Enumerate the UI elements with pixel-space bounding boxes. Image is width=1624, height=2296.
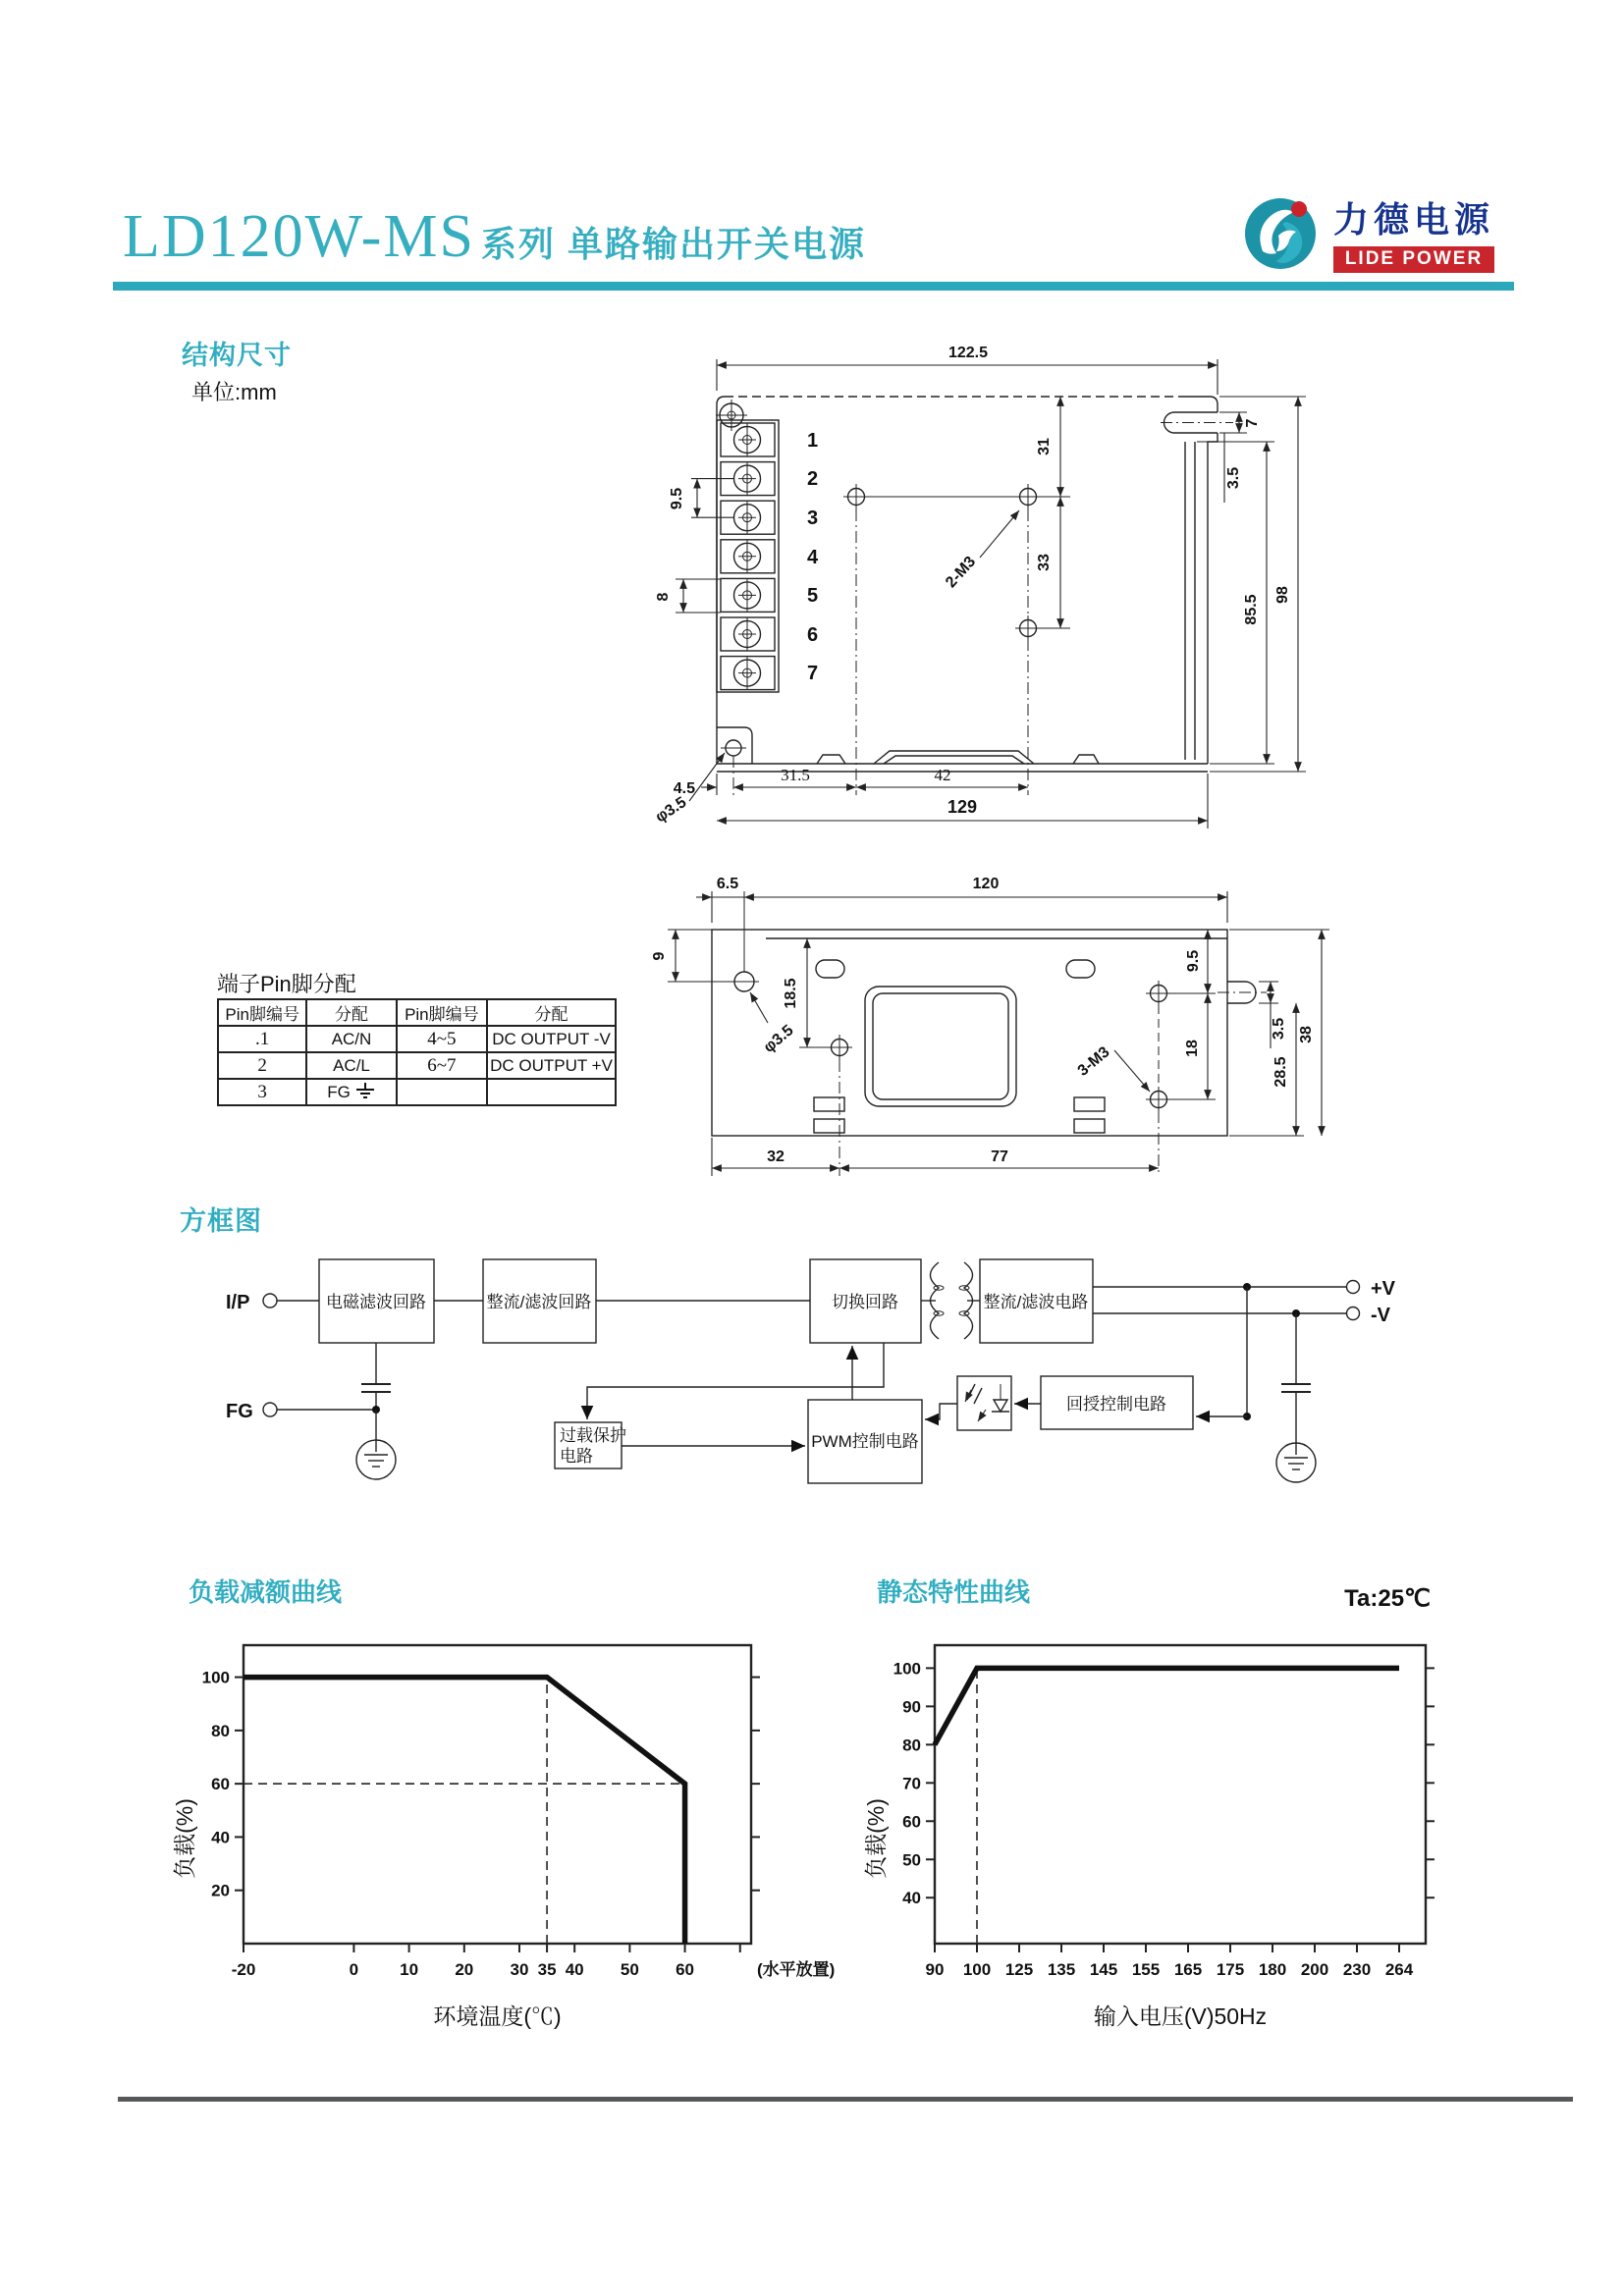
dim-sv-h: 38 bbox=[1298, 1026, 1315, 1043]
dim-sv-e: 18 bbox=[1184, 1040, 1201, 1057]
y-tick-label: 40 bbox=[211, 1828, 230, 1847]
dim-hole-top: 31 bbox=[1036, 438, 1053, 455]
top-view-drawing bbox=[619, 318, 1365, 927]
y-axis-label: 负载(%) bbox=[863, 1798, 889, 1879]
pin-table-title: 端子Pin脚分配 bbox=[217, 972, 356, 996]
terminal-3: 3 bbox=[807, 507, 819, 529]
y-tick-label: 80 bbox=[211, 1721, 230, 1740]
dim-overall-width: 122.5 bbox=[947, 345, 989, 361]
switch-box-label: 切换回路 bbox=[832, 1293, 898, 1311]
block-diagram bbox=[196, 1235, 1434, 1529]
x-tick-label: 145 bbox=[1089, 1960, 1118, 1979]
y-tick-label: 100 bbox=[201, 1668, 230, 1687]
x-tick-label: 230 bbox=[1342, 1960, 1372, 1979]
x-tick-label: 35 bbox=[537, 1960, 557, 1979]
x-tick-label: 60 bbox=[676, 1960, 695, 1979]
structure-unit: 单位:mm bbox=[191, 380, 277, 404]
terminal-2: 2 bbox=[807, 468, 819, 490]
pin-cell: .1 bbox=[218, 1026, 306, 1052]
y-tick-label: 20 bbox=[211, 1881, 230, 1900]
terminal-7: 7 bbox=[807, 663, 819, 684]
sv-hole-label: φ3.5 bbox=[760, 1022, 797, 1056]
static-chart-annotation: Ta:25℃ bbox=[1344, 1585, 1431, 1612]
x-tick-label: 40 bbox=[565, 1960, 584, 1979]
series-line bbox=[935, 1668, 1399, 1744]
dim-base-a: 4.5 bbox=[673, 780, 695, 797]
dim-pitch-b: 8 bbox=[655, 592, 672, 602]
page-title-subtitle: 系列 单路输出开关电源 bbox=[481, 224, 867, 264]
pin-cell: 6~7 bbox=[397, 1052, 487, 1079]
logo-icon bbox=[1243, 192, 1324, 273]
x-tick-label: 165 bbox=[1173, 1960, 1203, 1979]
dim-tab: 7 bbox=[1244, 418, 1261, 428]
dim-sv-width: 120 bbox=[972, 876, 1000, 892]
side-view-drawing bbox=[619, 856, 1365, 1209]
dim-length: 129 bbox=[947, 797, 978, 817]
dim-sv-j: 77 bbox=[991, 1148, 1008, 1165]
brand-logo bbox=[1243, 192, 1494, 273]
page-title-model: LD120W-MS bbox=[123, 203, 475, 270]
x-axis-label: 环境温度(℃) bbox=[433, 2003, 562, 2029]
dim-base-b: 31.5 bbox=[781, 766, 810, 784]
plot-frame bbox=[244, 1645, 751, 1944]
series-line bbox=[244, 1678, 685, 1944]
x-tick-label: 0 bbox=[349, 1960, 359, 1979]
x-tick-label: 90 bbox=[925, 1960, 945, 1979]
optocoupler-icon bbox=[957, 1376, 1011, 1430]
derating-chart bbox=[167, 1615, 835, 2047]
x-axis-suffix-label: (水平放置) bbox=[757, 1960, 836, 1979]
overload-box-label-1: 过载保护 bbox=[560, 1426, 626, 1445]
pin-table-row bbox=[218, 1026, 616, 1052]
x-tick-label: 180 bbox=[1258, 1960, 1287, 1979]
dim-hole-span: 33 bbox=[1036, 554, 1053, 571]
x-tick-label: 155 bbox=[1131, 1960, 1161, 1979]
dim-sv-g: 28.5 bbox=[1272, 1056, 1289, 1088]
pin-table-row bbox=[218, 1079, 616, 1105]
terminal-4: 4 bbox=[807, 547, 819, 568]
pin-header-0: Pin脚编号 bbox=[218, 999, 306, 1026]
x-tick-label: -20 bbox=[231, 1960, 256, 1979]
dim-side-inner: 85.5 bbox=[1243, 594, 1260, 625]
pin-cell bbox=[487, 1079, 616, 1105]
y-tick-label: 80 bbox=[902, 1735, 921, 1755]
section-heading-block-diagram: 方框图 bbox=[180, 1206, 262, 1236]
output-neg-label: -V bbox=[1371, 1305, 1390, 1326]
rectifier1-box-label: 整流/滤波回路 bbox=[486, 1293, 592, 1311]
terminal-6: 6 bbox=[807, 624, 819, 646]
y-tick-label: 50 bbox=[902, 1850, 921, 1870]
y-tick-label: 40 bbox=[902, 1889, 921, 1908]
dim-sv-b: 9 bbox=[651, 951, 668, 961]
x-tick-label: 10 bbox=[400, 1960, 419, 1979]
y-axis-label: 负载(%) bbox=[172, 1798, 197, 1879]
logo-name-cn: 力德电源 bbox=[1333, 199, 1495, 240]
dim-sv-f: 3.5 bbox=[1271, 1017, 1287, 1041]
emi-box-label: 电磁滤波回路 bbox=[326, 1293, 426, 1311]
ground-icon bbox=[354, 1083, 376, 1099]
footer-rule bbox=[118, 2097, 1573, 2102]
pin-cell-fg bbox=[306, 1079, 396, 1105]
rectifier2-box-label: 整流/滤波电路 bbox=[983, 1293, 1089, 1311]
x-tick-label: 125 bbox=[1004, 1960, 1034, 1979]
section-heading-structure: 结构尺寸 bbox=[182, 341, 292, 370]
terminal-5: 5 bbox=[807, 585, 819, 607]
pin-cell: DC OUTPUT +V bbox=[487, 1052, 616, 1079]
dim-side: 98 bbox=[1274, 586, 1291, 604]
static-chart-title: 静态特性曲线 bbox=[877, 1577, 1031, 1607]
pin-cell: DC OUTPUT -V bbox=[487, 1026, 616, 1052]
page-title bbox=[123, 202, 866, 272]
x-tick-label: 20 bbox=[455, 1960, 474, 1979]
x-tick-label: 264 bbox=[1384, 1960, 1414, 1979]
x-tick-label: 100 bbox=[962, 1960, 992, 1979]
dim-sv-c: 18.5 bbox=[783, 978, 799, 1009]
output-pos-label: +V bbox=[1371, 1278, 1396, 1300]
dim-pitch-a: 9.5 bbox=[669, 487, 685, 510]
terminal-1: 1 bbox=[807, 430, 819, 452]
pin-header-1: 分配 bbox=[306, 999, 396, 1026]
static-chart bbox=[864, 1615, 1532, 2047]
pin-cell: 2 bbox=[218, 1052, 306, 1079]
x-axis-label: 输入电压(V)50Hz bbox=[1093, 2003, 1268, 2029]
dim-sv-d: 9.5 bbox=[1185, 949, 1202, 973]
fg-terminal-label: FG bbox=[226, 1401, 253, 1422]
y-tick-label: 70 bbox=[902, 1774, 921, 1793]
transformer-icon bbox=[921, 1262, 980, 1339]
pin-table bbox=[217, 998, 617, 1106]
x-tick-label: 30 bbox=[510, 1960, 529, 1979]
x-tick-label: 50 bbox=[620, 1960, 639, 1979]
x-tick-label: 135 bbox=[1047, 1960, 1076, 1979]
pin-cell: AC/L bbox=[306, 1052, 396, 1079]
y-tick-label: 60 bbox=[902, 1812, 921, 1832]
hole-label-2m3: 2-M3 bbox=[943, 553, 980, 592]
pin-cell: AC/N bbox=[306, 1026, 396, 1052]
terminal-block bbox=[721, 423, 775, 690]
dim-sv-a: 6.5 bbox=[716, 876, 739, 892]
plot-frame bbox=[935, 1645, 1426, 1944]
pin-table-header-row bbox=[218, 999, 616, 1026]
dim-base-c: 42 bbox=[934, 766, 951, 784]
x-tick-label: 200 bbox=[1300, 1960, 1329, 1979]
fg-label: FG bbox=[327, 1082, 351, 1101]
derating-chart-title: 负载减额曲线 bbox=[189, 1577, 343, 1607]
logo-name-en: LIDE POWER bbox=[1333, 246, 1494, 273]
dim-sv-i: 32 bbox=[767, 1148, 785, 1165]
pin-cell: 3 bbox=[218, 1079, 306, 1105]
pin-header-2: Pin脚编号 bbox=[397, 999, 487, 1026]
input-label: I/P bbox=[226, 1292, 250, 1313]
ground-symbol-left bbox=[356, 1438, 396, 1479]
dim-tab-gap: 3.5 bbox=[1225, 466, 1242, 490]
header-rule bbox=[113, 282, 1514, 291]
y-tick-label: 90 bbox=[902, 1697, 921, 1717]
pwm-box-label: PWM控制电路 bbox=[811, 1432, 919, 1451]
ground-symbol-right bbox=[1276, 1441, 1316, 1482]
y-tick-label: 60 bbox=[211, 1775, 230, 1794]
pin-table-row bbox=[218, 1052, 616, 1079]
corner-hole-label: φ3.5 bbox=[652, 793, 690, 827]
pin-header-3: 分配 bbox=[487, 999, 616, 1026]
pin-cell: 4~5 bbox=[397, 1026, 487, 1052]
feedback-box-label: 回授控制电路 bbox=[1066, 1395, 1166, 1414]
y-tick-label: 100 bbox=[893, 1659, 921, 1679]
sv-hole3-label: 3-M3 bbox=[1074, 1043, 1113, 1080]
x-tick-label: 175 bbox=[1216, 1960, 1245, 1979]
pin-cell bbox=[397, 1079, 487, 1105]
overload-box-label-2: 电路 bbox=[560, 1447, 593, 1466]
